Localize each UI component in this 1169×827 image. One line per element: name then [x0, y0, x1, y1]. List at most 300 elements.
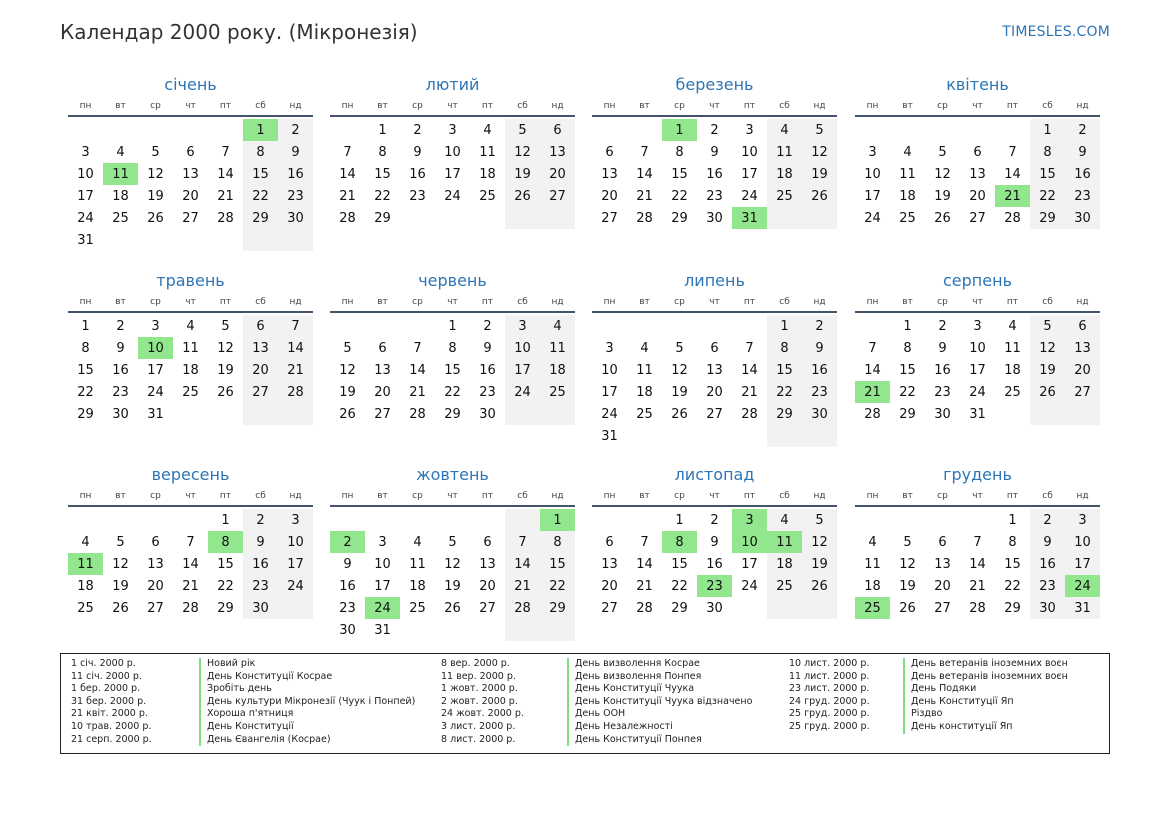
weekday-header	[68, 295, 313, 313]
empty-cell	[435, 619, 470, 641]
day-cell: 14	[505, 553, 540, 575]
weekday-label: сб	[779, 491, 790, 501]
empty-cell	[470, 509, 505, 531]
weekday-label: чт	[185, 491, 196, 501]
day-cell: 30	[934, 406, 951, 422]
day-cell: 15	[77, 362, 94, 378]
day-cell: 25	[1004, 384, 1021, 400]
day-cell: 4	[540, 315, 575, 337]
day-cell: 9	[710, 144, 719, 160]
empty-cell	[138, 229, 173, 251]
empty-cell	[435, 509, 470, 531]
day-cell: 26	[934, 210, 951, 226]
day-cell: 3	[81, 144, 90, 160]
weekday-label: пт	[219, 101, 232, 111]
day-cell: 3	[1065, 509, 1100, 531]
day-cell: 4	[81, 534, 90, 550]
month-5	[330, 270, 575, 425]
weekday-label: вт	[377, 297, 388, 307]
day-cell: 29	[899, 406, 916, 422]
holiday-name: День Євангелія (Косрае)	[199, 734, 331, 747]
weekday-label: чт	[185, 297, 196, 307]
day-cell: 4	[640, 340, 649, 356]
day-cell: 26	[444, 600, 461, 616]
day-cell: 10	[505, 337, 540, 359]
month-name: лютий	[425, 75, 480, 94]
day-cell: 1	[448, 318, 457, 334]
day-cell: 24	[278, 575, 313, 597]
day-cell: 7	[1008, 144, 1017, 160]
empty-cell	[365, 509, 400, 531]
day-cell: 24	[969, 384, 986, 400]
day-cell: 18	[864, 578, 881, 594]
weekday-label: ср	[937, 491, 948, 501]
day-cell: 22	[671, 578, 688, 594]
month-7	[855, 270, 1100, 425]
day-cell: 3	[868, 144, 877, 160]
weekday-label: вт	[902, 101, 913, 111]
day-grid	[855, 119, 1100, 229]
day-cell: 22	[444, 384, 461, 400]
day-cell: 30	[243, 597, 278, 619]
day-cell: 6	[605, 144, 614, 160]
empty-cell	[662, 425, 697, 447]
holiday-day: 1	[540, 509, 575, 531]
weekday-label: нд	[289, 101, 302, 111]
month-name: квітень	[946, 75, 1009, 94]
day-cell: 7	[868, 340, 877, 356]
holiday-name: День Конституції Яп	[903, 696, 1014, 709]
day-cell: 19	[339, 384, 356, 400]
day-cell: 8	[81, 340, 90, 356]
day-cell: 12	[444, 556, 461, 572]
empty-cell	[243, 229, 278, 251]
day-cell: 30	[339, 622, 356, 638]
weekday-label: пн	[341, 101, 354, 111]
empty-cell	[173, 119, 208, 141]
holiday-name: Різдво	[903, 708, 942, 721]
weekday-label: пт	[1006, 101, 1019, 111]
holiday-name: День Конституції Косрае	[199, 671, 332, 684]
empty-cell	[103, 119, 138, 141]
day-cell: 22	[243, 185, 278, 207]
day-cell: 29	[671, 600, 688, 616]
empty-cell	[995, 119, 1030, 141]
empty-cell	[330, 315, 365, 337]
empty-cell	[278, 403, 313, 425]
day-cell: 30	[1030, 597, 1065, 619]
holiday-column	[789, 658, 1119, 734]
day-cell: 13	[374, 362, 391, 378]
day-cell: 28	[278, 381, 313, 403]
day-cell: 27	[1065, 381, 1100, 403]
empty-cell	[732, 315, 767, 337]
day-cell: 25	[479, 188, 496, 204]
day-cell: 4	[767, 119, 802, 141]
holiday-date: 31 бер. 2000 р.	[71, 695, 147, 707]
weekday-label: пн	[603, 297, 616, 307]
day-cell: 21	[217, 188, 234, 204]
day-cell: 2	[938, 318, 947, 334]
empty-cell	[68, 509, 103, 531]
weekday-label: вт	[115, 101, 126, 111]
day-cell: 10	[969, 340, 986, 356]
day-cell: 28	[1004, 210, 1021, 226]
weekday-label: нд	[289, 491, 302, 501]
holiday-date: 24 груд. 2000 р.	[789, 695, 870, 707]
day-cell: 27	[934, 600, 951, 616]
weekday-label: сб	[255, 491, 266, 501]
day-cell: 18	[1004, 362, 1021, 378]
day-cell: 1	[767, 315, 802, 337]
day-cell: 15	[1004, 556, 1021, 572]
weekday-header	[330, 489, 575, 507]
day-cell: 29	[671, 210, 688, 226]
day-cell: 9	[343, 556, 352, 572]
empty-cell	[732, 425, 767, 447]
day-cell: 25	[77, 600, 94, 616]
day-cell: 15	[374, 166, 391, 182]
holiday-row	[71, 658, 401, 671]
empty-cell	[365, 315, 400, 337]
day-cell: 20	[969, 188, 986, 204]
holiday-name: День визволення Понпея	[567, 671, 701, 684]
empty-cell	[627, 425, 662, 447]
weekday-label: пт	[481, 297, 494, 307]
holiday-row	[789, 683, 1119, 696]
day-cell: 6	[605, 534, 614, 550]
day-cell: 11	[479, 144, 496, 160]
day-cell: 10	[864, 166, 881, 182]
day-cell: 7	[186, 534, 195, 550]
empty-cell	[400, 207, 435, 229]
day-cell: 27	[601, 600, 618, 616]
month-4	[68, 270, 313, 425]
holiday-name: Зробіть день	[199, 683, 272, 696]
empty-cell	[470, 619, 505, 641]
day-cell: 1	[378, 122, 387, 138]
day-cell: 29	[1004, 600, 1021, 616]
day-cell: 22	[77, 384, 94, 400]
day-cell: 4	[767, 509, 802, 531]
empty-cell	[662, 315, 697, 337]
weekday-label: вт	[902, 491, 913, 501]
day-cell: 3	[973, 318, 982, 334]
day-cell: 8	[378, 144, 387, 160]
day-cell: 24	[864, 210, 881, 226]
day-cell: 2	[710, 512, 719, 528]
day-cell: 5	[151, 144, 160, 160]
holiday-date: 1 січ. 2000 р.	[71, 658, 136, 669]
holiday-day: 11	[103, 163, 138, 185]
weekday-header	[855, 489, 1100, 507]
day-cell: 9	[710, 534, 719, 550]
empty-cell	[925, 509, 960, 531]
empty-cell	[890, 119, 925, 141]
day-cell: 20	[706, 384, 723, 400]
holiday-list	[60, 653, 1110, 754]
day-cell: 24	[505, 381, 540, 403]
day-cell: 16	[339, 578, 356, 594]
day-cell: 26	[339, 406, 356, 422]
holiday-name: Новий рік	[199, 658, 255, 671]
day-cell: 15	[899, 362, 916, 378]
day-cell: 15	[767, 359, 802, 381]
weekday-label: ср	[412, 491, 423, 501]
day-cell: 27	[479, 600, 496, 616]
day-cell: 30	[706, 210, 723, 226]
day-cell: 20	[147, 578, 164, 594]
holiday-name: День Конституції Чуука відзначено	[567, 696, 752, 709]
day-cell: 30	[802, 403, 837, 425]
day-cell: 9	[1065, 141, 1100, 163]
day-cell: 3	[278, 509, 313, 531]
day-cell: 8	[540, 531, 575, 553]
day-grid	[855, 315, 1100, 425]
month-name: березень	[675, 75, 754, 94]
empty-cell	[103, 229, 138, 251]
weekday-label: ср	[674, 297, 685, 307]
day-cell: 11	[409, 556, 426, 572]
empty-cell	[173, 509, 208, 531]
empty-cell	[627, 509, 662, 531]
holiday-date: 8 вер. 2000 р.	[441, 658, 510, 669]
holiday-day: 24	[1065, 575, 1100, 597]
day-grid	[68, 119, 313, 251]
weekday-label: ср	[674, 491, 685, 501]
day-cell: 14	[409, 362, 426, 378]
day-cell: 14	[636, 556, 653, 572]
holiday-date: 1 бер. 2000 р.	[71, 683, 141, 695]
empty-cell	[540, 207, 575, 229]
day-cell: 20	[479, 578, 496, 594]
weekday-label: нд	[289, 297, 302, 307]
day-cell: 28	[636, 600, 653, 616]
day-cell: 27	[969, 210, 986, 226]
month-name: грудень	[943, 465, 1012, 484]
day-cell: 13	[601, 166, 618, 182]
day-cell: 8	[903, 340, 912, 356]
day-cell: 17	[77, 188, 94, 204]
weekday-label: чт	[709, 297, 720, 307]
weekday-label: сб	[779, 101, 790, 111]
day-cell: 14	[969, 556, 986, 572]
day-cell: 5	[116, 534, 125, 550]
day-cell: 5	[221, 318, 230, 334]
weekday-label: пт	[481, 491, 494, 501]
holiday-day: 21	[855, 381, 890, 403]
empty-cell	[1030, 403, 1065, 425]
weekday-label: пт	[219, 491, 232, 501]
day-cell: 19	[112, 578, 129, 594]
day-cell: 18	[182, 362, 199, 378]
weekday-label: пт	[1006, 491, 1019, 501]
weekday-label: ср	[150, 101, 161, 111]
holiday-row	[71, 671, 401, 684]
holiday-row	[71, 721, 401, 734]
day-cell: 20	[1065, 359, 1100, 381]
day-cell: 17	[1065, 553, 1100, 575]
day-cell: 6	[540, 119, 575, 141]
empty-cell	[697, 315, 732, 337]
weekday-label: ср	[412, 297, 423, 307]
holiday-row	[71, 708, 401, 721]
holiday-date: 25 груд. 2000 р.	[789, 720, 870, 732]
weekday-label: вт	[639, 297, 650, 307]
day-cell: 13	[182, 166, 199, 182]
day-cell: 29	[77, 406, 94, 422]
day-cell: 11	[182, 340, 199, 356]
day-cell: 6	[243, 315, 278, 337]
day-cell: 29	[767, 403, 802, 425]
day-cell: 11	[899, 166, 916, 182]
holiday-row	[789, 671, 1119, 684]
day-cell: 16	[243, 553, 278, 575]
day-cell: 23	[409, 188, 426, 204]
holiday-day: 1	[243, 119, 278, 141]
holiday-day: 8	[662, 531, 697, 553]
weekday-label: пн	[79, 297, 92, 307]
day-cell: 27	[182, 210, 199, 226]
holiday-name: День культури Мікронезії (Чуук і Понпей)	[199, 696, 415, 709]
day-cell: 20	[601, 188, 618, 204]
empty-cell	[697, 425, 732, 447]
day-cell: 12	[934, 166, 951, 182]
weekday-label: пн	[866, 101, 879, 111]
day-cell: 5	[938, 144, 947, 160]
holiday-day: 10	[732, 531, 767, 553]
weekday-label: вт	[377, 101, 388, 111]
empty-cell	[767, 425, 802, 447]
weekday-label: вт	[115, 297, 126, 307]
day-cell: 12	[802, 141, 837, 163]
day-cell: 29	[217, 600, 234, 616]
empty-cell	[103, 509, 138, 531]
weekday-label: чт	[709, 101, 720, 111]
day-cell: 6	[186, 144, 195, 160]
empty-cell	[435, 207, 470, 229]
weekday-header	[855, 99, 1100, 117]
day-cell: 28	[636, 210, 653, 226]
day-cell: 29	[243, 207, 278, 229]
day-cell: 20	[182, 188, 199, 204]
day-cell: 13	[540, 141, 575, 163]
weekday-header	[592, 295, 837, 313]
month-name: жовтень	[416, 465, 489, 484]
weekday-label: вт	[639, 491, 650, 501]
day-cell: 25	[899, 210, 916, 226]
day-cell: 4	[116, 144, 125, 160]
day-grid	[330, 315, 575, 425]
weekday-label: сб	[779, 297, 790, 307]
weekday-label: ср	[937, 101, 948, 111]
day-cell: 8	[675, 144, 684, 160]
empty-cell	[802, 597, 837, 619]
empty-cell	[330, 119, 365, 141]
day-cell: 12	[339, 362, 356, 378]
empty-cell	[592, 315, 627, 337]
day-cell: 12	[899, 556, 916, 572]
empty-cell	[138, 509, 173, 531]
day-cell: 28	[969, 600, 986, 616]
day-grid	[330, 509, 575, 641]
day-cell: 18	[112, 188, 129, 204]
month-8	[68, 464, 313, 619]
day-cell: 27	[706, 406, 723, 422]
day-cell: 21	[505, 575, 540, 597]
holiday-date: 8 лист. 2000 р.	[441, 733, 516, 745]
weekday-header	[68, 99, 313, 117]
day-cell: 1	[1008, 512, 1017, 528]
day-cell: 13	[1065, 337, 1100, 359]
day-cell: 6	[973, 144, 982, 160]
day-cell: 3	[745, 122, 754, 138]
day-cell: 27	[540, 185, 575, 207]
holiday-name: День ветеранів іноземних воєн	[903, 658, 1068, 671]
weekday-label: пн	[603, 101, 616, 111]
day-cell: 25	[112, 210, 129, 226]
day-cell: 23	[112, 384, 129, 400]
weekday-label: чт	[185, 101, 196, 111]
holiday-date: 2 жовт. 2000 р.	[441, 695, 518, 707]
weekday-label: чт	[709, 491, 720, 501]
day-cell: 3	[605, 340, 614, 356]
brand-link[interactable]: TIMESLES.COM	[1002, 24, 1110, 40]
day-cell: 27	[147, 600, 164, 616]
day-cell: 23	[243, 575, 278, 597]
weekday-label: пт	[743, 101, 756, 111]
day-cell: 24	[444, 188, 461, 204]
empty-cell	[592, 119, 627, 141]
day-cell: 26	[147, 210, 164, 226]
day-cell: 8	[243, 141, 278, 163]
day-cell: 21	[636, 578, 653, 594]
month-10	[592, 464, 837, 619]
day-cell: 2	[483, 318, 492, 334]
day-cell: 20	[243, 359, 278, 381]
holiday-day: 11	[767, 531, 802, 553]
month-name: серпень	[943, 271, 1012, 290]
weekday-label: пн	[603, 491, 616, 501]
day-cell: 7	[973, 534, 982, 550]
day-cell: 3	[151, 318, 160, 334]
day-cell: 6	[151, 534, 160, 550]
empty-cell	[400, 509, 435, 531]
day-cell: 6	[938, 534, 947, 550]
empty-cell	[960, 509, 995, 531]
holiday-date: 25 груд. 2000 р.	[789, 708, 870, 720]
day-grid	[330, 119, 575, 229]
empty-cell	[400, 619, 435, 641]
holiday-date: 3 лист. 2000 р.	[441, 720, 516, 732]
day-cell: 9	[278, 141, 313, 163]
weekday-label: пн	[866, 297, 879, 307]
day-cell: 14	[339, 166, 356, 182]
day-cell: 31	[147, 406, 164, 422]
day-cell: 14	[278, 337, 313, 359]
day-cell: 2	[116, 318, 125, 334]
day-cell: 6	[483, 534, 492, 550]
holiday-day: 10	[138, 337, 173, 359]
weekday-label: пн	[341, 491, 354, 501]
month-3	[855, 74, 1100, 229]
day-cell: 30	[479, 406, 496, 422]
empty-cell	[505, 509, 540, 531]
day-cell: 9	[938, 340, 947, 356]
empty-cell	[732, 597, 767, 619]
weekday-label: сб	[517, 297, 528, 307]
day-cell: 23	[1065, 185, 1100, 207]
